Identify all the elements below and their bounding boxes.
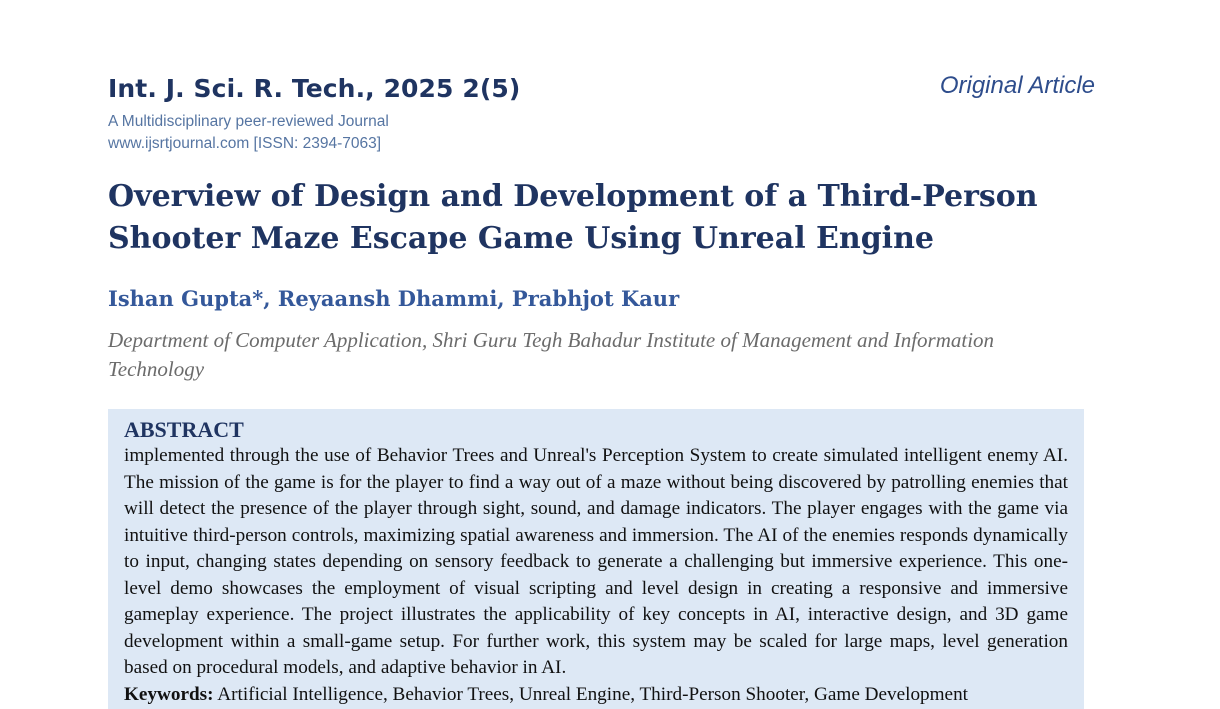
author-list: Ishan Gupta*, Reyaansh Dhammi, Prabhjot Kaur xyxy=(108,286,680,311)
abstract-heading: ABSTRACT xyxy=(124,417,244,442)
abstract-body: implemented through the use of Behavior Trees and Unreal's Perception System to create simulated intelligent enemy AI. The mission of the game is for the player to find a way out of a maze without being discovered by patrolling enemies that will detect the presence of the player through sight, sound, and damage indicators. The player engages with the game via intuitive third-person controls, maximizing spatial awareness and immersion. The AI of the enemies responds dynamically to input, changing states depending on sensory feedback to generate a challenging but immersive experience. This one-level demo showcases the employment of visual scripting and level design in creating a responsive and immersive gameplay experience. The project illustrates the applicability of key concepts in AI, interactive design, and 3D game development within a small-game setup. For further work, this system may be scaled for large maps, level generation based on procedural models, and adaptive behavior in AI. xyxy=(124,445,1068,678)
keywords-label: Keywords: xyxy=(124,683,214,705)
journal-website: www.ijsrtjournal.com [ISSN: 2394-7063] xyxy=(108,135,382,152)
keywords-list: Artificial Intelligence, Behavior Trees, Unreal Engine, Third-Person Shooter, Game Development xyxy=(217,683,969,705)
journal-citation: Int. J. Sci. R. Tech., 2025 2(5) xyxy=(108,74,521,103)
article-type-label: Original Article xyxy=(939,72,1095,99)
paper-title: Overview of Design and Development of a Third-Person Shooter Maze Escape Game Using Unreal Engine xyxy=(108,179,1038,256)
abstract-section xyxy=(108,409,1084,709)
author-affiliation: Department of Computer Application, Shri Guru Tegh Bahadur Institute of Management and Information Technology xyxy=(108,328,995,381)
journal-subtitle: A Multidisciplinary peer-reviewed Journal xyxy=(108,113,389,130)
